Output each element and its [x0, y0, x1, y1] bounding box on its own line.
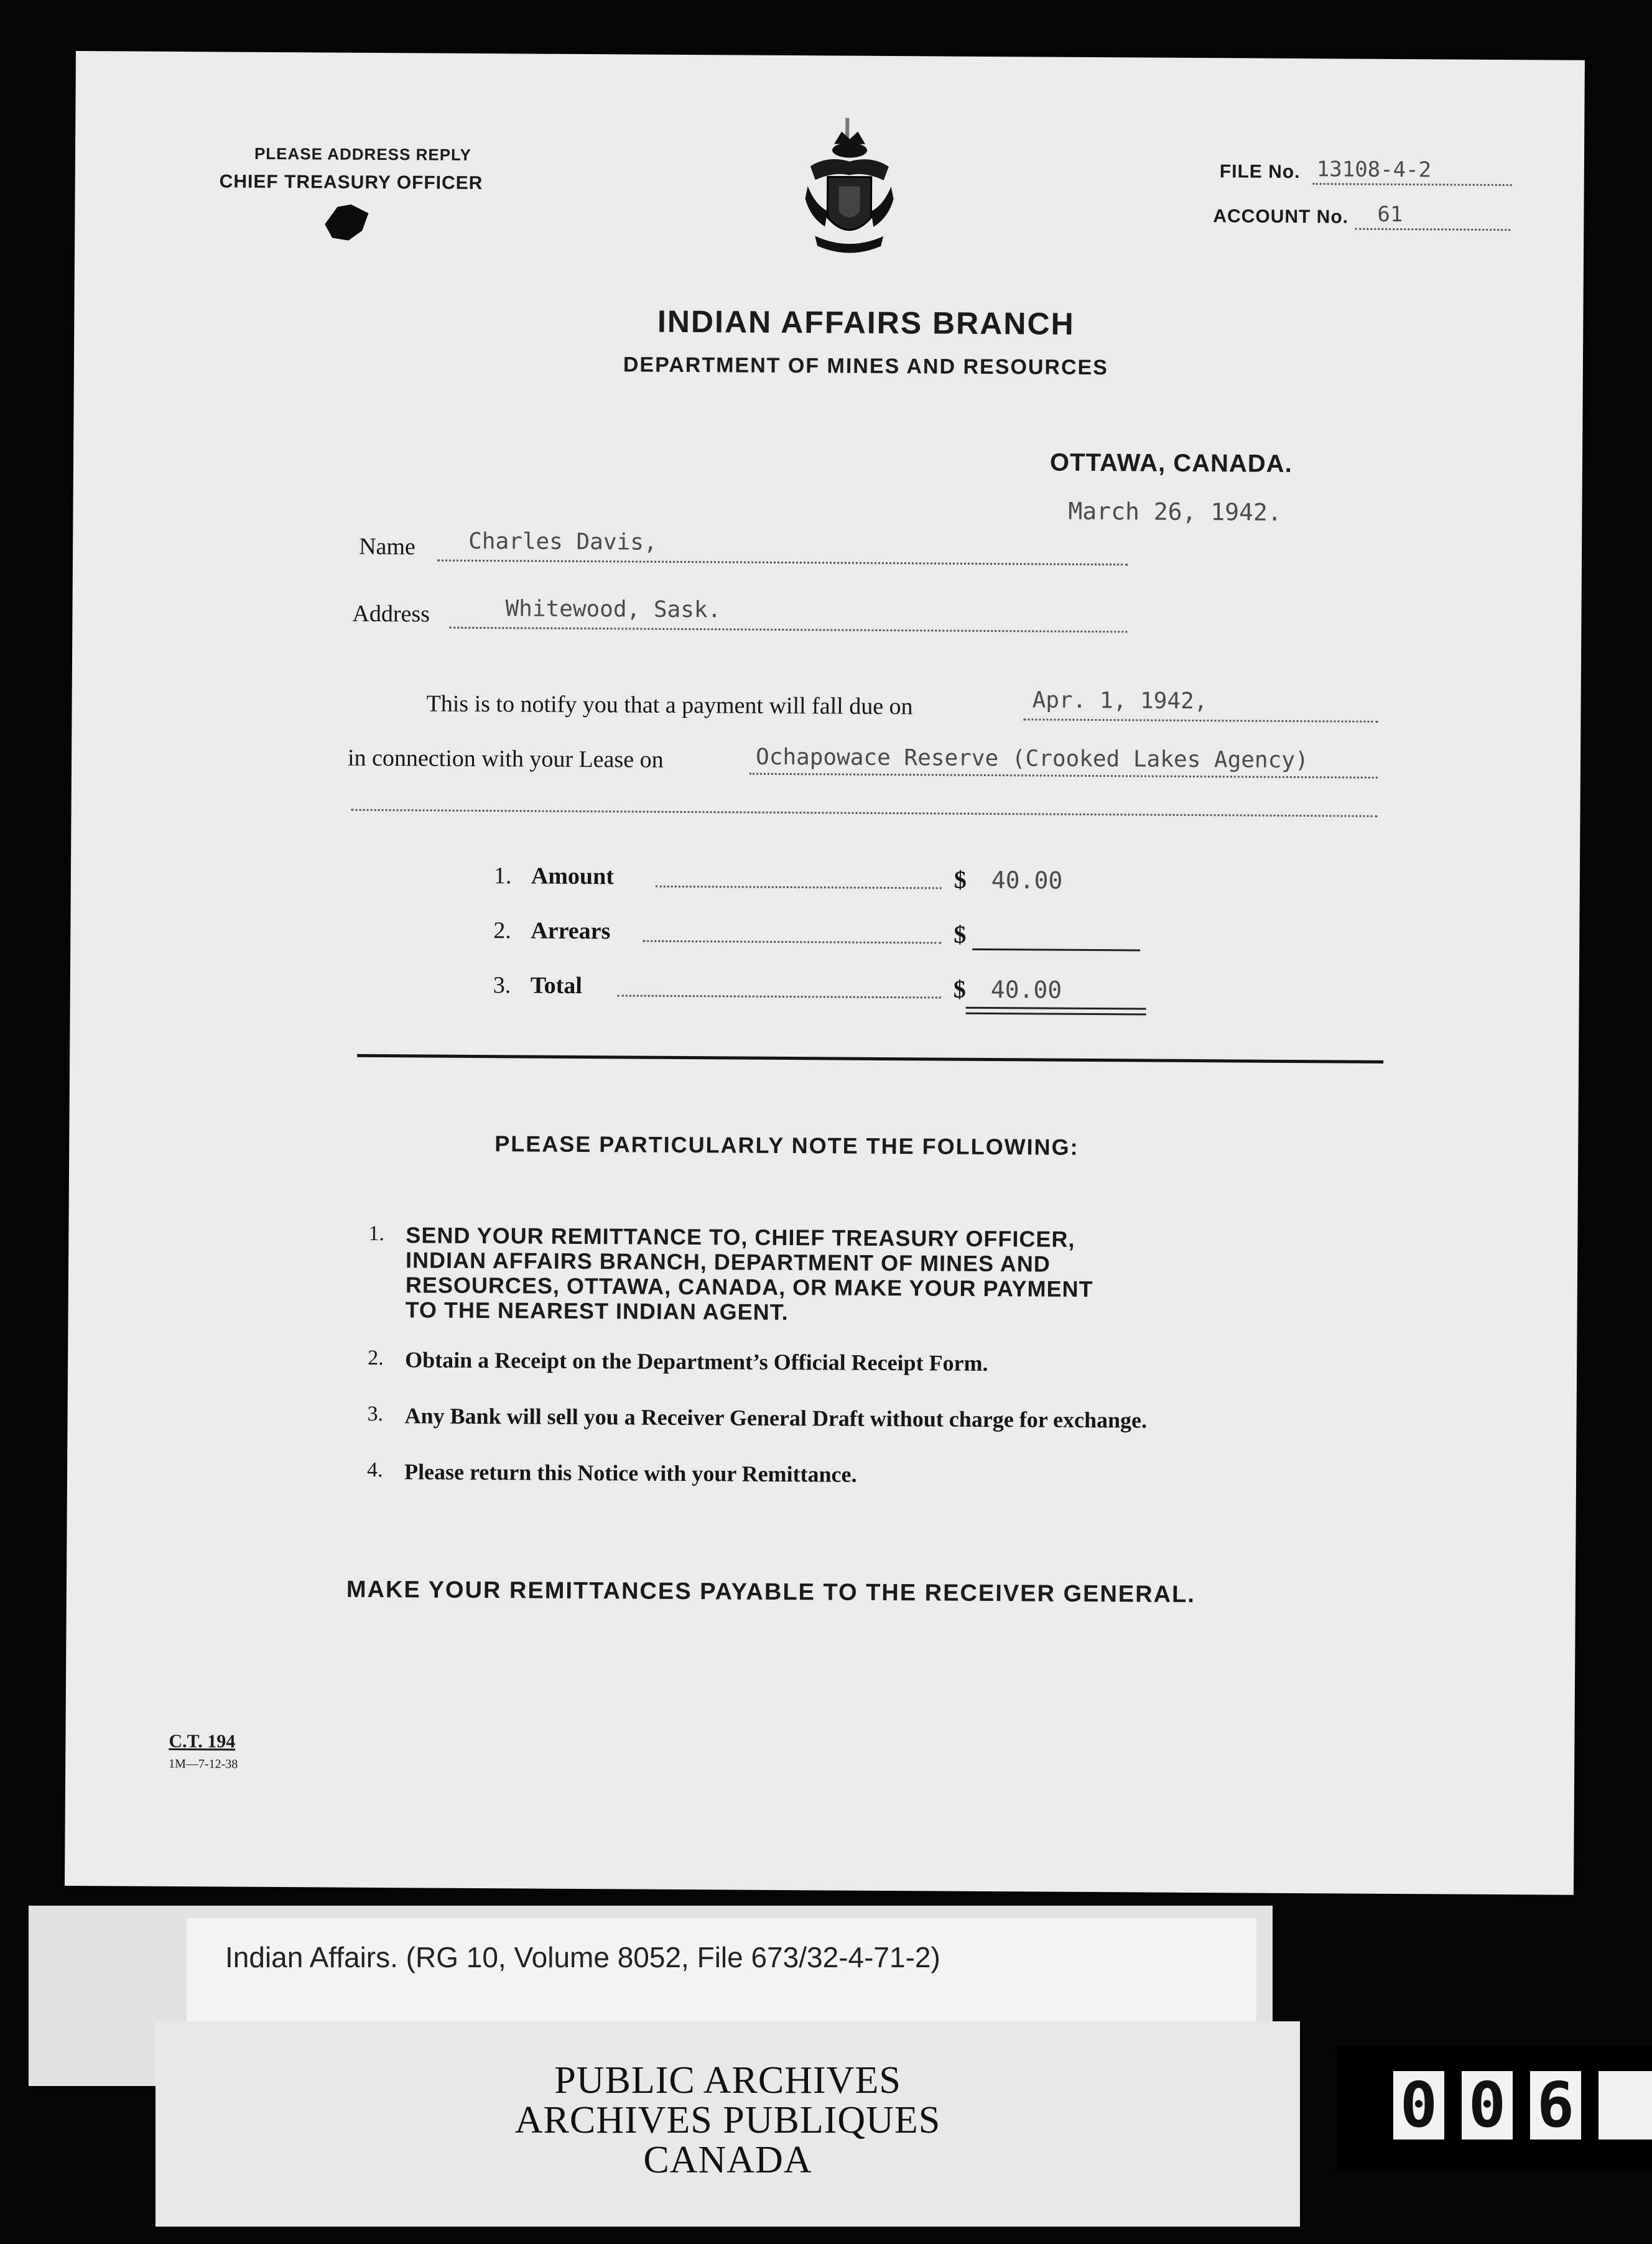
arrears-number: 2.	[493, 917, 512, 944]
lease-value: Ochapowace Reserve (Crooked Lakes Agency)	[755, 744, 1309, 774]
payable-footer: MAKE YOUR REMITTANCES PAYABLE TO THE RECEIVER GENERAL.	[346, 1576, 1195, 1608]
notice-date: March 26, 1942.	[1068, 497, 1282, 526]
reply-address-line2: CHIEF TREASURY OFFICER	[219, 171, 483, 194]
total-currency: $	[953, 975, 966, 1003]
lease-field	[749, 746, 1378, 779]
amount-value: 40.00	[991, 866, 1063, 894]
total-label: Total	[530, 972, 583, 999]
ink-blot-mark	[318, 199, 374, 249]
file-number-label: FILE No.	[1219, 161, 1301, 183]
arrears-row	[493, 917, 1240, 958]
note-number: 2.	[368, 1346, 384, 1370]
account-number-value: 61	[1377, 202, 1403, 228]
total-number: 3.	[493, 972, 511, 999]
archives-stamp-line3: CANADA	[643, 2139, 812, 2181]
frame-counter-digit: 0	[1462, 2071, 1513, 2140]
frame-counter-digit: 0	[1393, 2071, 1444, 2140]
arrears-leader	[643, 939, 941, 944]
branch-title: INDIAN AFFAIRS BRANCH	[657, 304, 1075, 341]
archives-stamp-line1: PUBLIC ARCHIVES	[554, 2059, 901, 2102]
account-number-field	[1355, 203, 1510, 231]
note-line: Any Bank will sell you a Receiver General Draft without charge for exchange.	[404, 1403, 1148, 1433]
file-number-field	[1313, 158, 1512, 186]
notice-page	[65, 51, 1585, 1895]
total-leader	[618, 993, 941, 998]
amount-number: 1.	[493, 863, 512, 889]
note-line: SEND YOUR REMITTANCE TO, CHIEF TREASURY OFFICER,	[406, 1222, 1075, 1252]
name-value: Charles Davis,	[468, 528, 657, 555]
note-number: 3.	[367, 1402, 384, 1426]
note-number: 1.	[368, 1222, 385, 1246]
note-line: INDIAN AFFAIRS BRANCH, DEPARTMENT OF MINES AND	[406, 1247, 1051, 1277]
archives-stamp-card	[155, 2021, 1300, 2227]
lease-text: in connection with your Lease on	[347, 744, 664, 773]
amount-currency: $	[954, 865, 967, 894]
reply-address-line1: PLEASE ADDRESS REPLY	[254, 144, 472, 164]
frame-counter	[1337, 2046, 1652, 2171]
account-number-label: ACCOUNT No.	[1213, 206, 1349, 228]
note-line: Please return this Notice with your Remittance.	[404, 1459, 857, 1487]
section-divider	[357, 1054, 1383, 1064]
frame-counter-digit-partial	[1599, 2071, 1652, 2140]
coat-of-arms-emblem	[802, 118, 896, 261]
department-subtitle: DEPARTMENT OF MINES AND RESOURCES	[623, 353, 1109, 380]
amount-row	[494, 862, 1240, 904]
archive-reference-text: Indian Affairs. (RG 10, Volume 8052, File 673/32-4-71-2)	[225, 1941, 940, 1973]
total-row	[493, 971, 1239, 1026]
office-location: OTTAWA, CANADA.	[1049, 448, 1292, 478]
notes-heading: PLEASE PARTICULARLY NOTE THE FOLLOWING:	[494, 1131, 1079, 1160]
notes-list	[366, 1222, 1426, 1689]
lease-continuation-line	[351, 808, 1378, 817]
address-value: Whitewood, Sask.	[505, 596, 722, 623]
note-line: TO THE NEAREST INDIAN AGENT.	[405, 1297, 789, 1325]
address-field	[449, 596, 1127, 633]
address-label: Address	[352, 600, 430, 628]
total-double-underline	[966, 1007, 1146, 1016]
file-number-value: 13108-4-2	[1316, 157, 1432, 183]
arrears-currency: $	[954, 920, 967, 948]
name-field	[437, 528, 1128, 566]
amount-label: Amount	[531, 863, 615, 890]
note-line: Obtain a Receipt on the Department’s Official Receipt Form.	[405, 1347, 988, 1376]
form-code: C.T. 194	[169, 1730, 236, 1752]
due-date-value: Apr. 1, 1942,	[1032, 687, 1208, 715]
arrears-label: Arrears	[531, 917, 611, 945]
note-line: RESOURCES, OTTAWA, CANADA, OR MAKE YOUR PAYMENT	[405, 1272, 1093, 1302]
due-date-field	[1023, 687, 1378, 722]
amount-leader	[656, 884, 942, 889]
note-number: 4.	[366, 1458, 383, 1482]
frame-counter-digit: 6	[1530, 2071, 1581, 2140]
total-value: 40.00	[990, 976, 1062, 1004]
due-notice-text: This is to notify you that a payment will fall due on	[426, 690, 913, 720]
archives-stamp-line2: ARCHIVES PUBLIQUES	[514, 2099, 941, 2141]
arrears-blank-line	[972, 948, 1140, 952]
name-label: Name	[359, 533, 416, 560]
print-run: 1M—7-12-38	[169, 1756, 238, 1771]
